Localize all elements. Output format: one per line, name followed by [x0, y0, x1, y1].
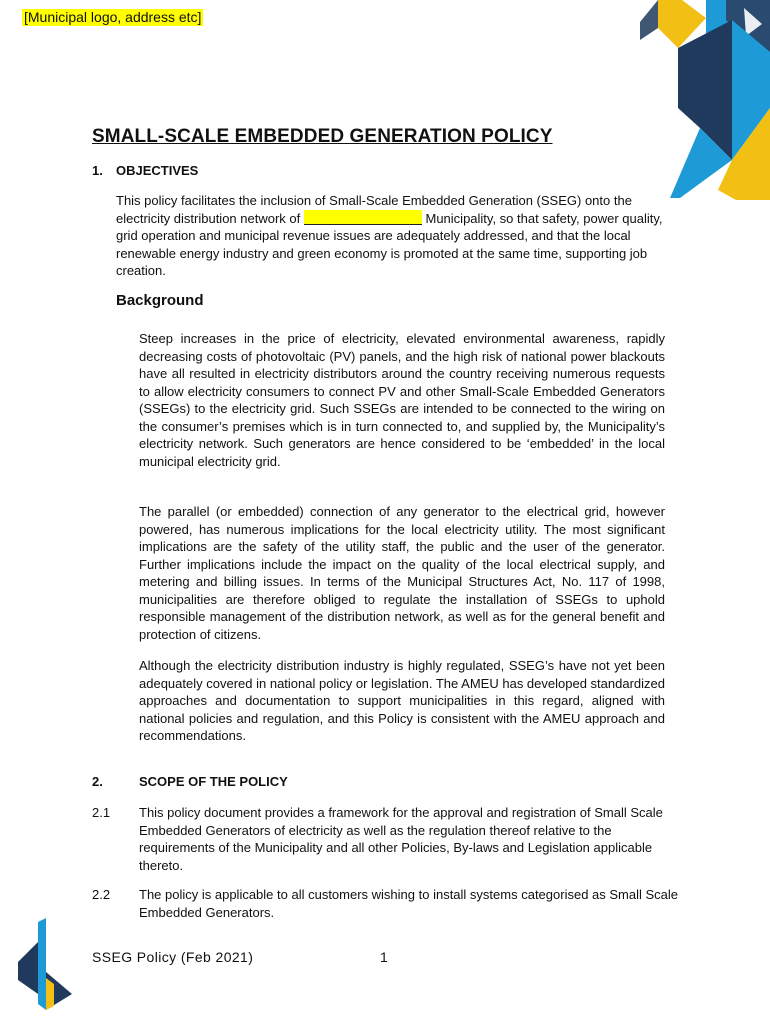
municipal-logo-placeholder: [Municipal logo, address etc] [24, 9, 202, 25]
section-1-number: 1. [92, 163, 103, 178]
navy-left-shape [18, 942, 38, 994]
document-title: SMALL-SCALE EMBEDDED GENERATION POLICY [92, 126, 553, 147]
background-paragraph-3: Although the electricity distribution industry is highly regulated, SSEG’s have not yet been adequately covered in national policy or legislation. The AMEU has developed standardized approaches and documentation to support municipalities in this regard, aligned with national policies and regulation, and this Policy is consistent with the AMEU approach and recommendations. [139, 658, 665, 743]
item-2-1-number: 2.1 [92, 805, 111, 820]
objectives-paragraph [116, 192, 670, 280]
section-2-heading: SCOPE OF THE POLICY [139, 774, 288, 789]
corner-decoration-top-right [640, 0, 770, 200]
objectives-text-start: This policy facilitates the inclusion of Small-Scale Embedded Generation (SSEG) onto the electricity distribution network of [116, 193, 632, 226]
objectives-text-end: Municipality, so that safety, power quality, grid operation and municipal revenue issues are adequately addressed, and that the local renewable energy industry and green economy is promoted at the same time, supporting job creation. [116, 210, 663, 278]
item-2-2-number: 2.2 [92, 887, 111, 902]
background-heading: Background [116, 292, 204, 309]
section-1-heading: OBJECTIVES [116, 163, 199, 178]
item-2-1-text: This policy document provides a framework for the approval and registration of Small Scale Embedded Generators of electricity as well as the regulation thereof relative to the requirements of the Municipality and all other Policies, By-laws and Legislation applicable thereto. [139, 805, 663, 873]
section-2-number: 2. [92, 774, 103, 789]
footer-document-label: SSEG Policy (Feb 2021) [92, 949, 254, 965]
corner-decoration-bottom-left [14, 918, 78, 1012]
background-paragraph-2: The parallel (or embedded) connection of any generator to the electrical grid, however powered, has numerous implications for the local electricity utility. The most significant implications are the safety of the utility staff, the public and the user of the generator. Further implications include the impact on the quality of the local electrical supply, and metering and billing issues. In terms of the Municipal Structures Act, No. 117 of 1998, municipalities are therefore obliged to regulate the installation of SSEGs to uphold responsible management of the distribution network, as well as for the general benefit and protection of citizens. [139, 504, 665, 642]
footer-page-number: 1 [380, 949, 389, 965]
background-paragraph-1: Steep increases in the price of electricity, elevated environmental awareness, rapidly decreasing costs of photovoltaic (PV) panels, and the high risk of national power blackouts have all resulted in electricity distributors around the country receiving numerous requests to allow electricity consumers to connect PV and other Small-Scale Embedded Generators (SSEGs) to the electricity grid. Such SSEGs are intended to be connected to the wiring on the consumer’s premises which is in turn connected to, and supplied by, the Municipality’s electricity network. Such generators are hence considered to be ‘embedded’ in the local municipal electricity grid. [139, 331, 665, 469]
municipality-name-blank [304, 210, 422, 225]
navy-sliver-shape [640, 0, 658, 40]
item-2-2-text: The policy is applicable to all customers wishing to install systems categorised as Small Scale Embedded Generators. [139, 887, 679, 920]
blue-stripe-shape [38, 918, 46, 1010]
